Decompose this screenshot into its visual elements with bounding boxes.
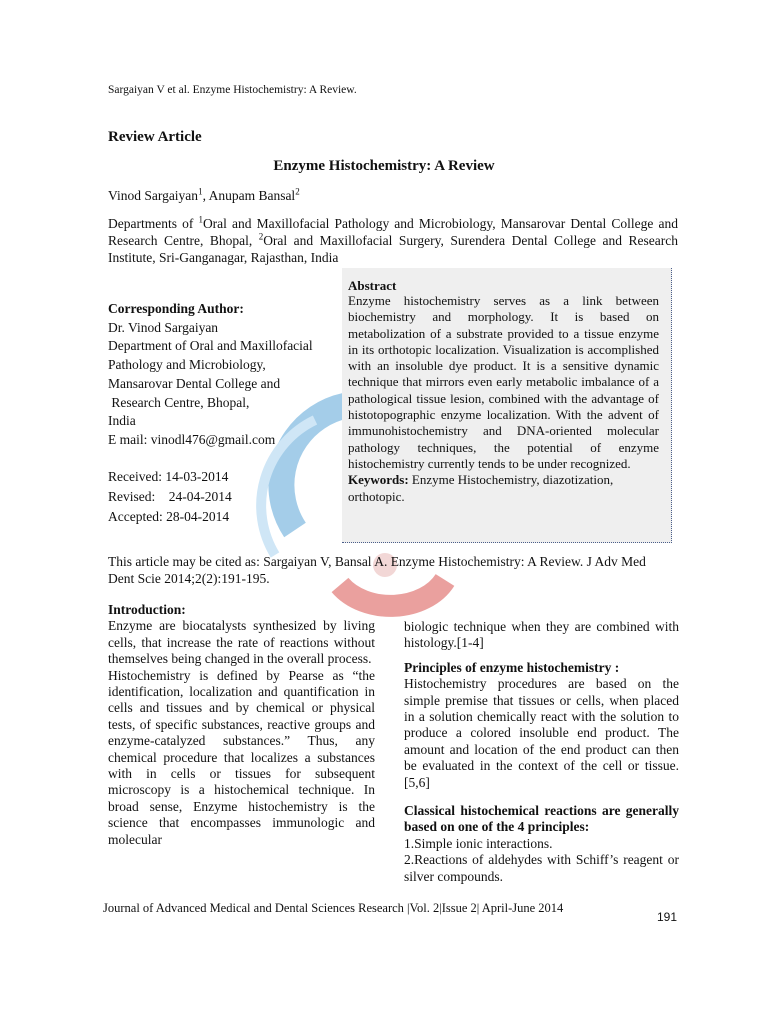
abstract-box	[342, 268, 672, 543]
introduction-paragraph: Histochemistry is defined by Pearse as “the identification, localization and quantification in cells and tissues and by chemical or physical tests, of specific substances, reactive groups and enzyme-catalyzed substances.” Thus, any chemical procedure that localizes a substances with in cells or tissues for subsequent microscopy is a histochemical technique. In broad sense, Enzyme histochemistry is the science that encompasses immunologic and molecular	[108, 667, 375, 847]
corresponding-author	[108, 300, 343, 450]
abstract-heading: Abstract	[348, 278, 397, 293]
keywords-label: Keywords:	[348, 472, 409, 488]
classical-reactions-heading: Classical histochemical reactions are generally based on one of the 4 principles:	[404, 803, 679, 835]
paper-title: Enzyme Histochemistry: A Review	[273, 158, 495, 174]
affiliation-text: Oral and Maxillofacial Surgery, Surendera Dental College and Research Institute, Sri-Ganganagar, Rajasthan, India	[108, 233, 679, 265]
author-list	[108, 188, 300, 204]
affiliations	[108, 215, 678, 266]
corresponding-line: Mansarovar Dental College and	[108, 375, 281, 391]
introduction-heading: Introduction:	[108, 602, 186, 617]
affiliation-marker: 2	[258, 231, 264, 242]
article-dates	[108, 467, 232, 527]
received-date: Received: 14-03-2014	[108, 469, 229, 484]
revised-date: Revised: 24-04-2014	[108, 489, 232, 504]
abstract-keywords	[348, 472, 659, 505]
continued-paragraph: biologic technique when they are combined with histology.[1-4]	[404, 619, 679, 651]
keywords-text: Enzyme Histochemistry, diazotization, orthotopic.	[348, 472, 614, 504]
right-column	[404, 619, 679, 885]
abstract-body: Enzyme histochemistry serves as a link between biochemistry and morphology. It is based on metabolization of a substrate provided to a tissue enzyme in its orthotopic localization. Visualization is accomplished with an insoluble dye product. It is a sensitive dynamic technique that mirrors even early metabolic imbalance of a pathological tissue lesion, combined with the advantage of histotopographic enzyme localization. With the advent of immunohistochemistry and DNA-oriented molecular pathology techniques, the potential of enzyme histochemistry currently tends to be under recognized.	[348, 293, 659, 471]
corresponding-line: India	[108, 413, 136, 429]
left-column	[108, 602, 375, 848]
affiliation-text: Departments of	[108, 216, 199, 231]
author-separator: ,	[202, 188, 209, 203]
principles-paragraph: Histochemistry procedures are based on the simple premise that tissues or cells, when placed in a solution chemically react with the solution to produce a colored insoluble end product. The amount and location of the end product can then be evaluated in the context of the cell or tissue.[5,6]	[404, 676, 679, 790]
page-number: 191	[657, 910, 678, 924]
citation-note: This article may be cited as: Sargaiyan V, Bansal A. Enzyme Histochemistry: A Review. J Adv Med Dent Scie 2014;2(2):191-195.	[108, 554, 646, 586]
introduction-paragraph: Enzyme are biocatalysts synthesized by living cells, that increase the rate of reactions without themselves being changed in the overall process.	[108, 618, 375, 667]
corresponding-heading: Corresponding Author:	[108, 301, 244, 316]
author-name: Vinod Sargaiyan	[108, 188, 199, 203]
journal-footer: Journal of Advanced Medical and Dental Sciences Research |Vol. 2|Issue 2| April-June 2014	[103, 901, 564, 915]
author-name: Anupam Bansal	[208, 188, 296, 203]
corresponding-line: Department of Oral and Maxillofacial	[108, 338, 313, 354]
list-item: 1.Simple ionic interactions.	[404, 835, 553, 851]
running-head: Sargaiyan V et al. Enzyme Histochemistry: A Review.	[108, 84, 357, 96]
principles-heading: Principles of enzyme histochemistry :	[404, 659, 620, 675]
article-type: Review Article	[108, 129, 202, 145]
affiliation-marker: 1	[198, 214, 203, 225]
affiliation-marker: 2	[295, 186, 300, 197]
corresponding-line: Pathology and Microbiology,	[108, 357, 266, 373]
accepted-date: Accepted: 28-04-2014	[108, 509, 230, 524]
affiliation-text: Oral and Maxillofacial Pathology and Microbiology, Mansarovar Dental College and Research Centre, Bhopal,	[108, 216, 678, 248]
corresponding-line: Research Centre, Bhopal,	[108, 394, 250, 410]
affiliation-marker: 1	[198, 186, 203, 197]
corresponding-email: E mail: vinodl476@gmail.com	[108, 431, 276, 447]
corresponding-line: Dr. Vinod Sargaiyan	[108, 319, 219, 335]
list-item: 2.Reactions of aldehydes with Schiff’s reagent or silver compounds.	[404, 852, 679, 884]
